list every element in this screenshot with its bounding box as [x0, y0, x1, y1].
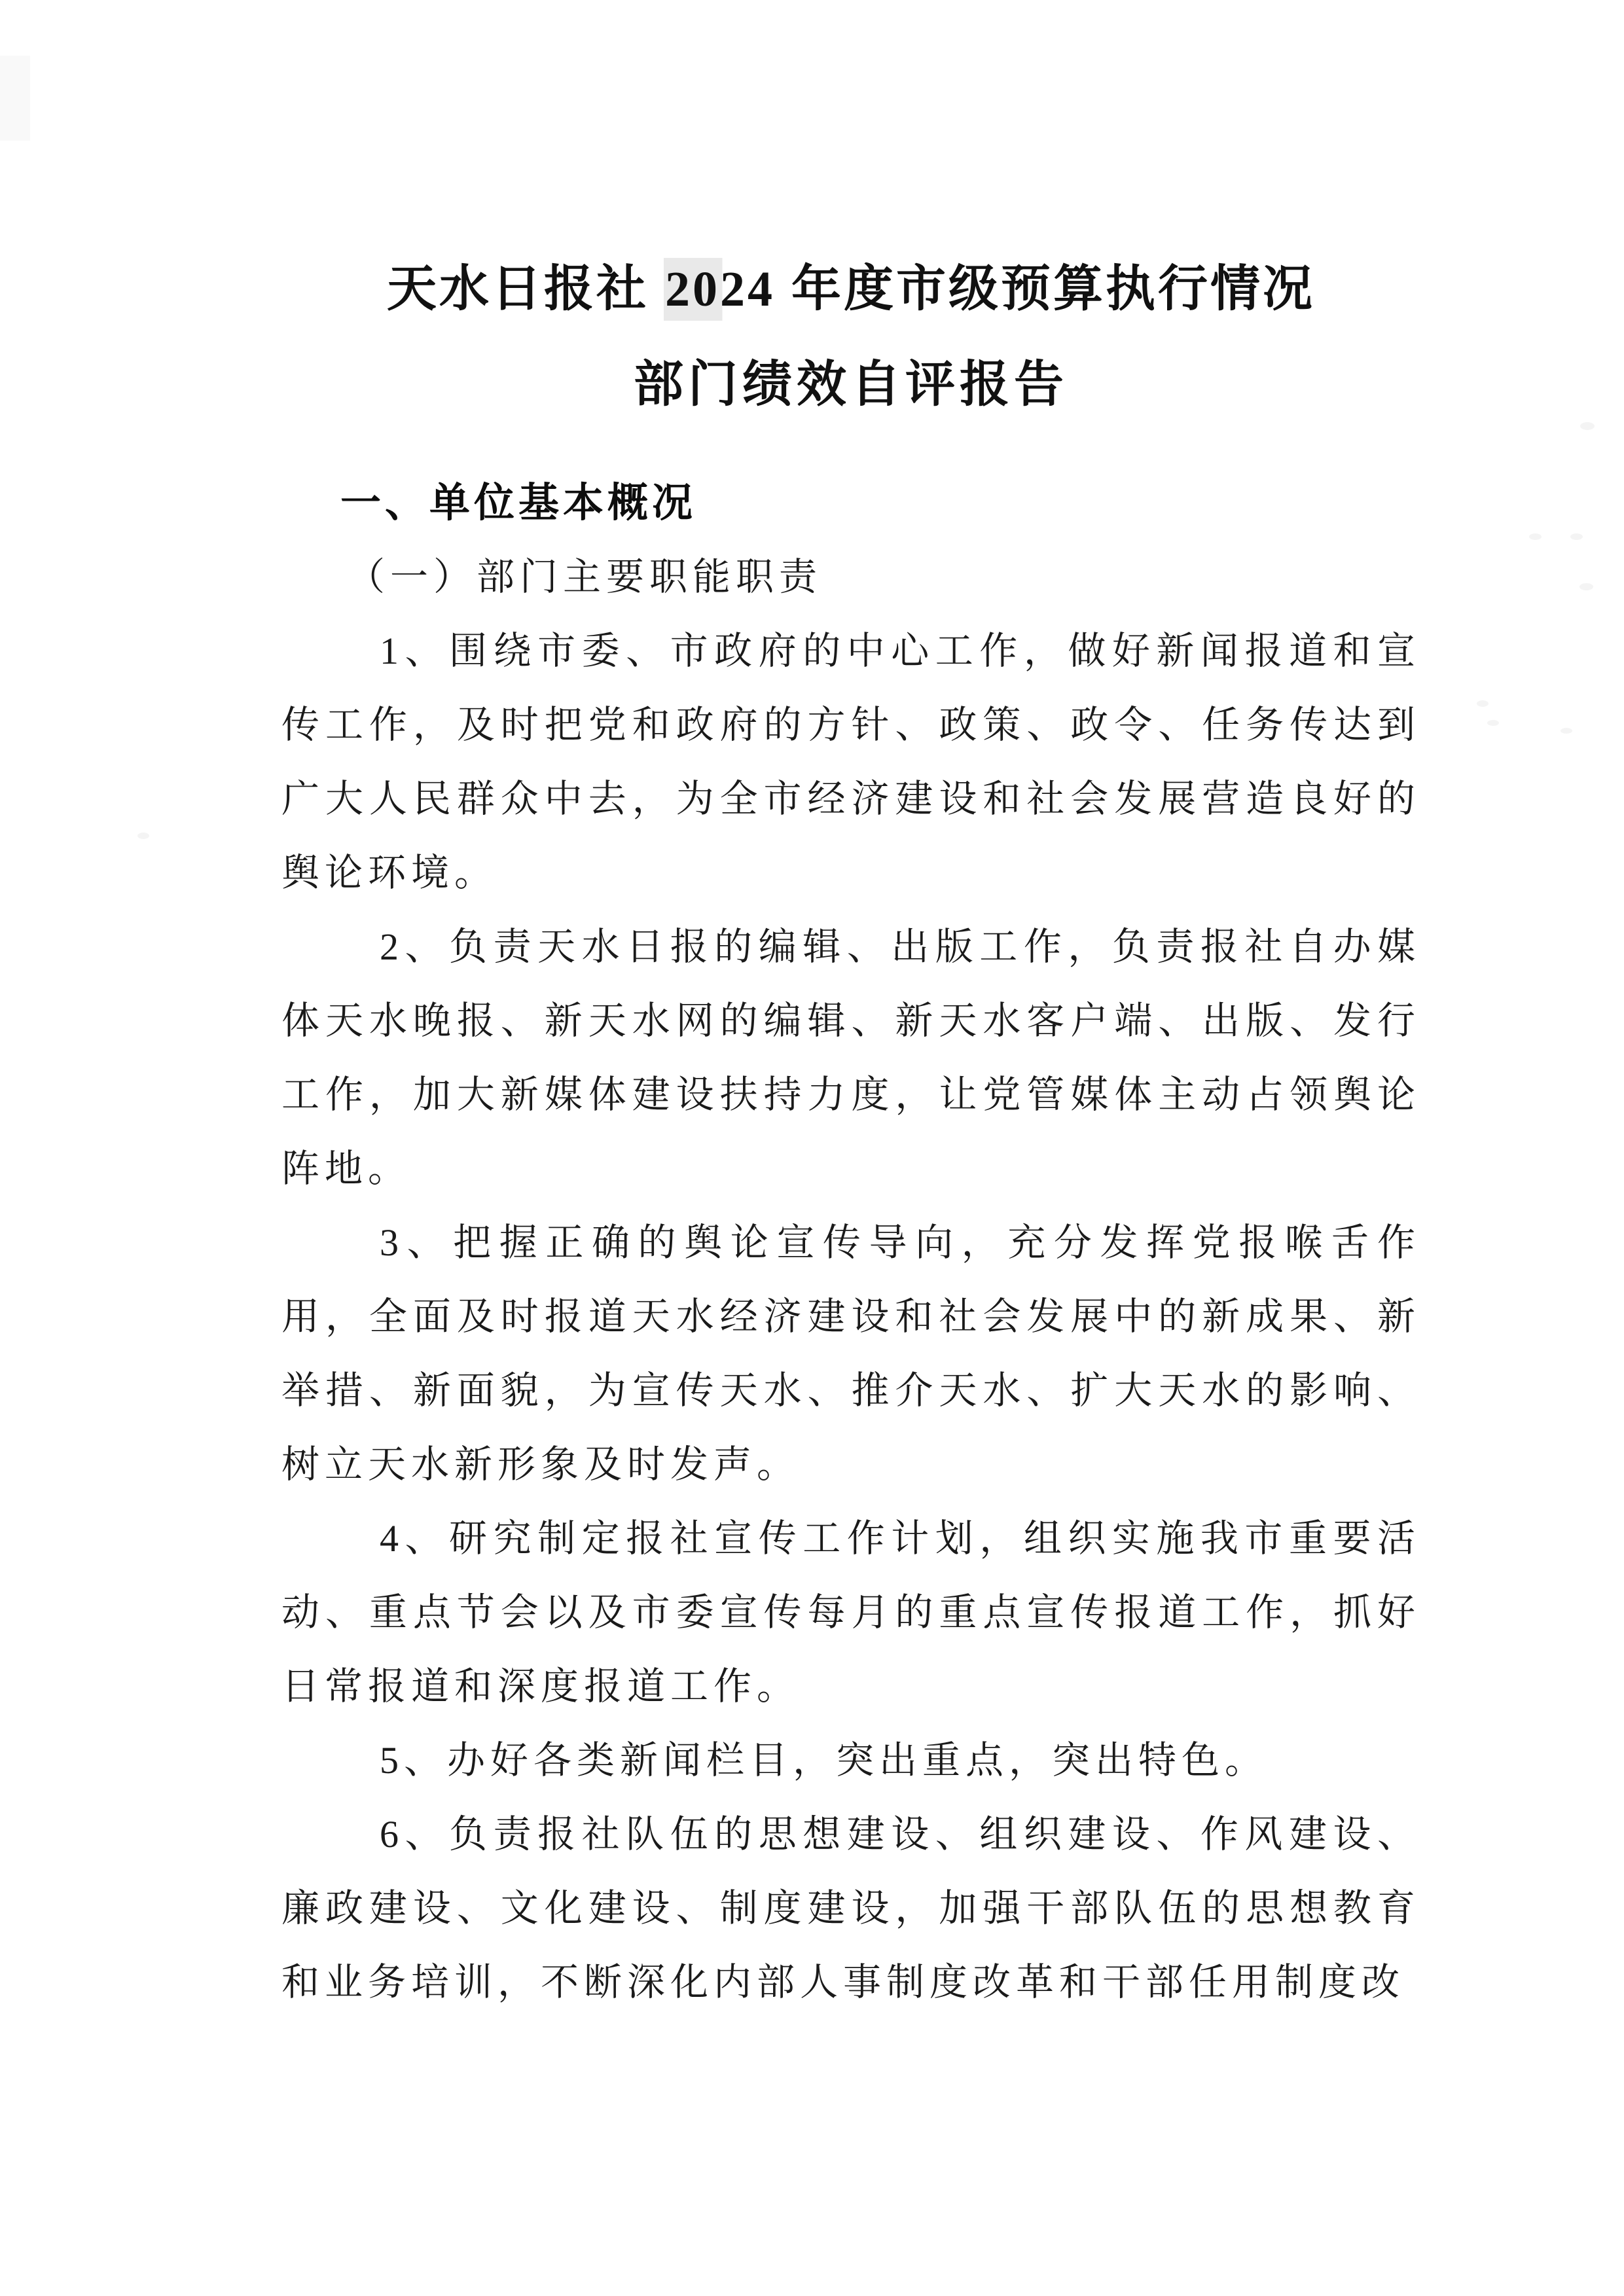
document-content	[281, 0, 1420, 2019]
scan-artifact-smudge	[137, 833, 149, 839]
subsection-heading: （一）部门主要职能职责	[347, 555, 823, 598]
title-line-2: 部门绩效自评报告	[634, 357, 1068, 412]
title-text-before-year: 天水日报社	[387, 261, 649, 317]
scan-artifact-edge-band	[0, 56, 30, 141]
document-body	[281, 466, 1420, 2019]
paragraph-4: 4、研究制定报社宣传工作计划，组织实施我市重要活动、重点节会以及市委宣传每月的重点宣传报道工作，抓好日常报道和深度报道工作。	[281, 1516, 1420, 1708]
document-title	[281, 33, 1420, 433]
title-year: 2024	[664, 258, 776, 321]
paragraph-6: 6、负责报社队伍的思想建设、组织建设、作风建设、廉政建设、文化建设、制度建设，加强干部队伍的思想教育和业务培训，不断深化内部人事制度改革和干部任用制度改	[281, 1812, 1420, 2003]
paragraph-2: 2、负责天水日报的编辑、出版工作，负责报社自办媒体天水晚报、新天水网的编辑、新天水客户端、出版、发行工作，加大新媒体建设扶持力度，让党管媒体主动占领舆论阵地。	[281, 925, 1420, 1190]
paragraph-3: 3、把握正确的舆论宣传导向，充分发挥党报喉舌作用，全面及时报道天水经济建设和社会发展中的新成果、新举措、新面貌，为宣传天水、推介天水、扩大天水的影响、树立天水新形象及时发声。	[281, 1221, 1420, 1486]
scan-artifact-smudge	[1580, 422, 1595, 430]
scan-artifact-smudge	[1570, 533, 1583, 540]
paragraph-1: 1、围绕市委、市政府的中心工作，做好新闻报道和宣传工作，及时把党和政府的方针、政策、政令、任务传达到广大人民群众中去，为全市经济建设和社会发展营造良好的舆论环境。	[281, 629, 1420, 894]
title-text-after-year: 年度市级预算执行情况	[791, 261, 1315, 317]
scan-artifact-smudge	[1477, 700, 1489, 707]
scan-artifact-smudge	[1529, 533, 1542, 540]
scan-artifact-smudge	[1579, 583, 1593, 590]
paragraph-5: 5、办好各类新闻栏目，突出重点，突出特色。	[380, 1738, 1269, 1782]
title-line-1	[281, 242, 1420, 337]
scan-artifact-smudge	[1561, 728, 1572, 734]
section-heading: 一、单位基本概况	[340, 480, 697, 526]
scan-artifact-smudge	[1487, 720, 1499, 726]
